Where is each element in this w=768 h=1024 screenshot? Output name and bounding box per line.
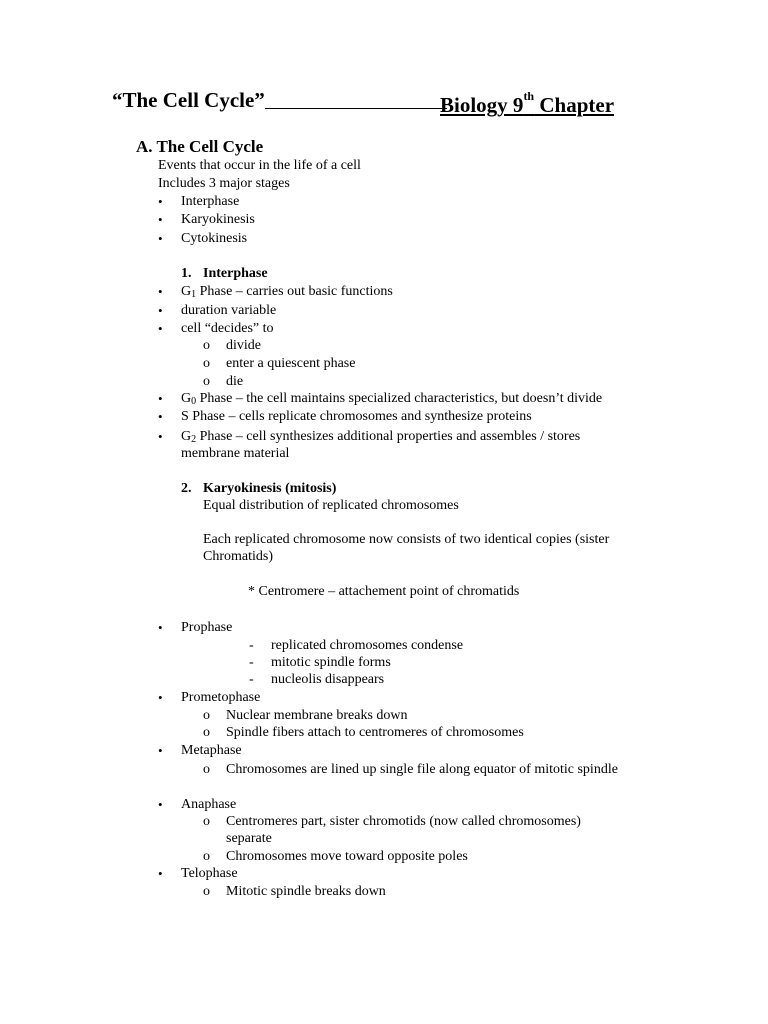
s-phase-item: • S Phase – cells replicate chromosomes and synthesize proteins [181, 408, 532, 425]
prophase-label: • Prophase [181, 619, 232, 636]
anaphase-label: • Anaphase [181, 796, 236, 813]
header-right-title [440, 88, 614, 117]
karyokinesis-num: 2. [181, 481, 192, 496]
g2-sub: 2 [191, 434, 197, 445]
stage-item: • Karyokinesis [181, 211, 255, 228]
g0-sub: 0 [191, 396, 197, 407]
g0-phase-item [181, 390, 602, 408]
header-blank-line [265, 88, 447, 109]
stage-item: • Cytokinesis [181, 230, 247, 247]
g1-sub: 1 [191, 289, 197, 300]
prophase-item: - replicated chromosomes condense [271, 637, 463, 654]
header-chapter: Chapter [534, 93, 615, 117]
metaphase-label: • Metaphase [181, 742, 242, 759]
karyokinesis-para-line1: Each replicated chromosome now consists of two identical copies (sister [203, 532, 610, 547]
duration-item: • duration variable [181, 302, 276, 319]
prometaphase-item: o Spindle fibers attach to centromeres of chromosomes [226, 724, 524, 741]
stage-item: • Interphase [181, 193, 239, 210]
g1-text: Phase – carries out basic functions [196, 284, 393, 299]
g2-phase-item-cont: membrane material [181, 446, 290, 461]
karyokinesis-desc: Equal distribution of replicated chromosomes [203, 498, 459, 513]
anaphase-item-cont: separate [226, 831, 272, 846]
metaphase-item: o Chromosomes are lined up single file along equator of mitotic spindle [226, 761, 618, 778]
header-sup: th [523, 89, 535, 103]
centromere-note: * Centromere – attachement point of chromatids [248, 584, 520, 599]
anaphase-item: o Chromosomes move toward opposite poles [226, 848, 468, 865]
g0-text: Phase – the cell maintains specialized characteristics, but doesn’t divide [196, 391, 603, 406]
choice-item: o enter a quiescent phase [226, 355, 355, 372]
section-a-desc-2: Includes 3 major stages [158, 176, 290, 191]
g1-phase-item [181, 283, 393, 301]
prophase-item: - nucleolis disappears [271, 671, 384, 688]
g2-prefix: G [181, 429, 192, 444]
header-course: Biology 9 [440, 93, 524, 117]
telophase-label: • Telophase [181, 865, 238, 882]
header-left-title: “The Cell Cycle” [112, 88, 265, 112]
g0-prefix: G [181, 391, 192, 406]
document-header [112, 88, 615, 117]
section-a-title: A. The Cell Cycle [136, 137, 264, 156]
g1-prefix: G [181, 284, 192, 299]
g2-text: Phase – cell synthesizes additional properties and assembles / stores [196, 429, 581, 444]
choice-item: o die [226, 373, 243, 390]
anaphase-item: o Centromeres part, sister chromotids (now called chromosomes) [226, 813, 581, 830]
g2-phase-item [181, 428, 580, 446]
interphase-num: 1. [181, 266, 192, 281]
telophase-item: o Mitotic spindle breaks down [226, 883, 386, 900]
interphase-heading: Interphase [203, 266, 268, 281]
choice-item: o divide [226, 337, 261, 354]
section-a-desc-1: Events that occur in the life of a cell [158, 158, 361, 173]
prophase-item: - mitotic spindle forms [271, 654, 391, 671]
karyokinesis-heading: Karyokinesis (mitosis) [203, 481, 337, 496]
prometaphase-item: o Nuclear membrane breaks down [226, 707, 408, 724]
prometaphase-label: • Prometophase [181, 689, 260, 706]
decides-item: • cell “decides” to [181, 320, 274, 337]
karyokinesis-para-line2: Chromatids) [203, 549, 273, 564]
